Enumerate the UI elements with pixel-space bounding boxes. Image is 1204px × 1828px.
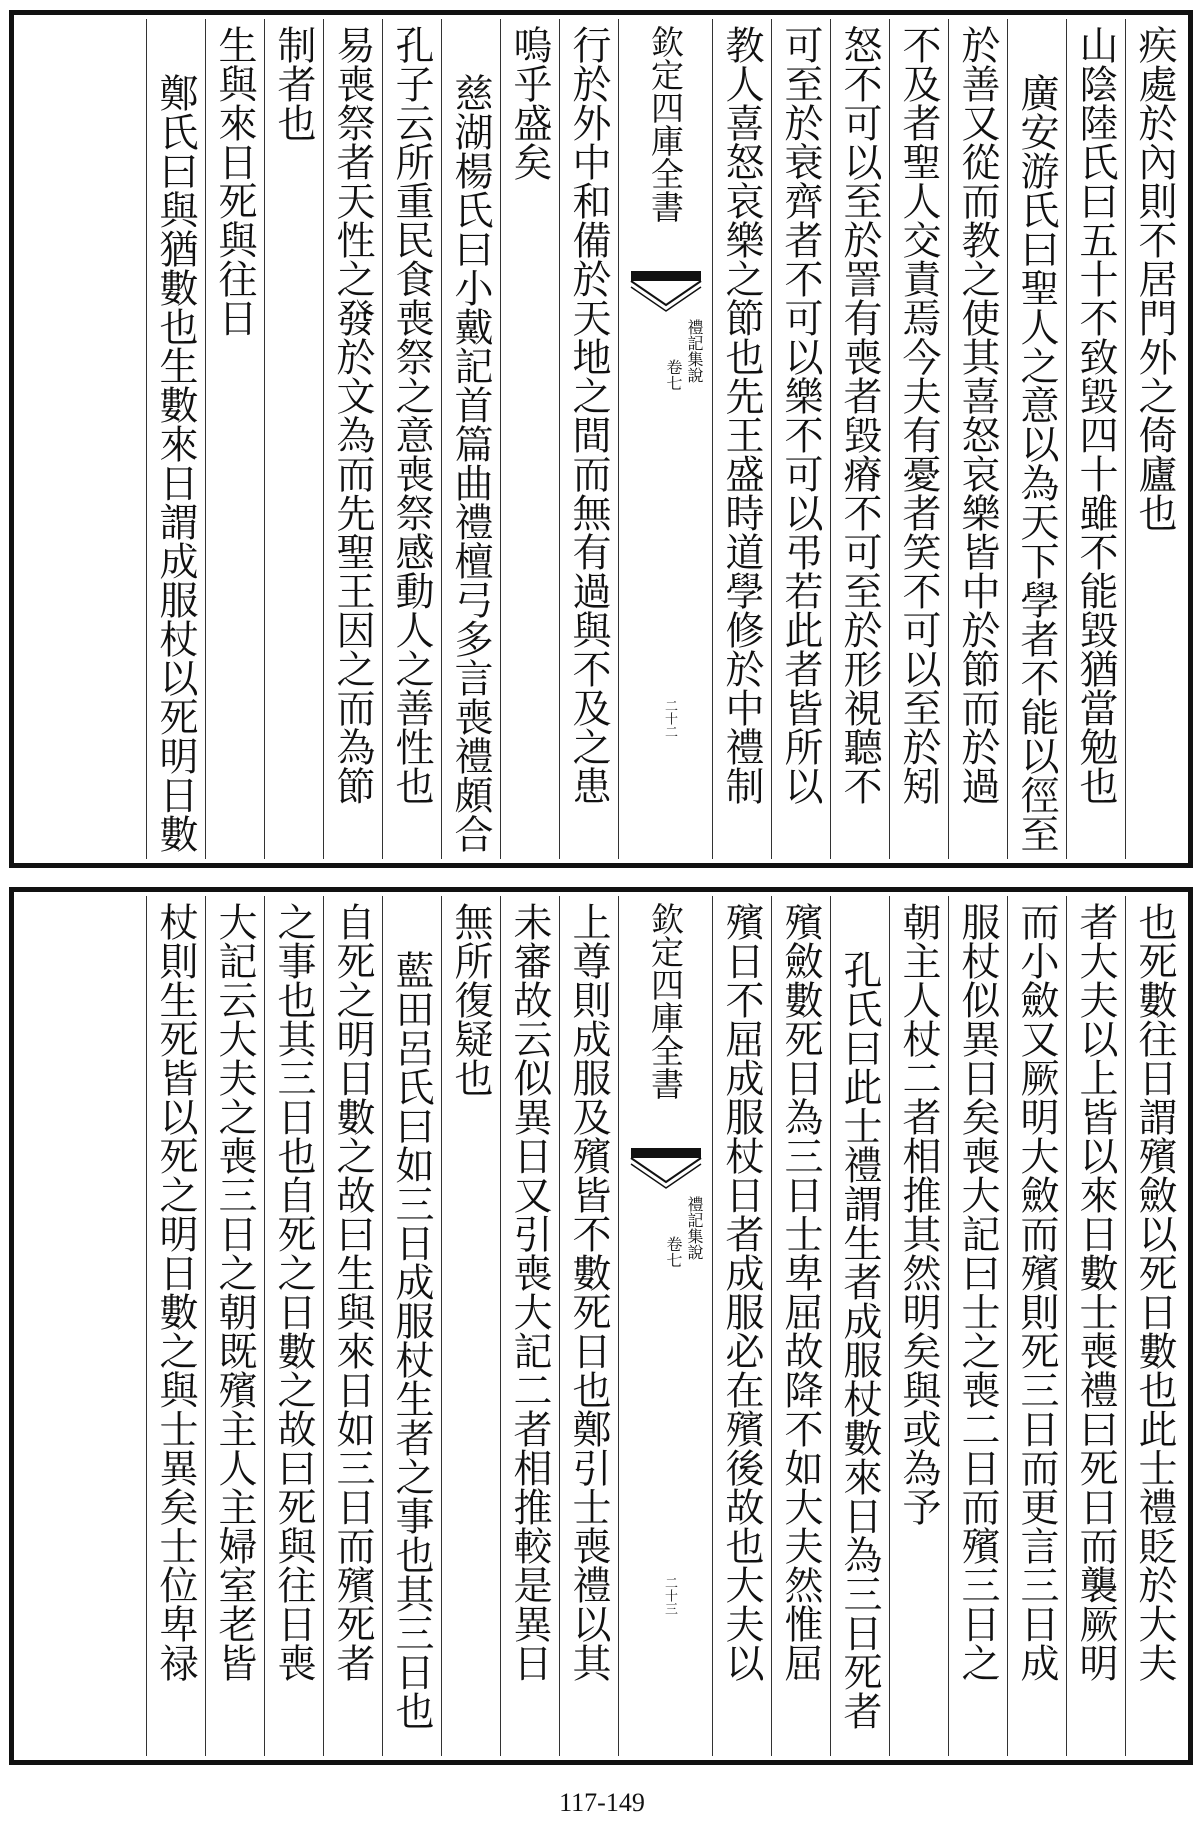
text-column: 教人喜怒哀樂之節也先王盛時道學修於中禮制	[712, 19, 771, 859]
text-column: 朝主人杖二者相推其然明矣與或為予	[889, 896, 948, 1756]
book-title: 禮記集說	[685, 319, 704, 383]
text-column: 上尊則成服及殯皆不數死日也鄭引士喪禮以其	[559, 896, 618, 1756]
bottom-page-frame	[9, 887, 1193, 1765]
fishtail-mark-icon	[629, 1146, 703, 1190]
text-column: 也死數往日謂殯斂以死日數也此士禮貶於大夫	[1125, 896, 1184, 1756]
bottom-text-columns	[18, 896, 1184, 1756]
centre-fold-header	[618, 19, 712, 859]
text-column: 山陰陸氏曰五十不致毀四十雖不能毀猶當勉也	[1066, 19, 1125, 859]
book-title: 禮記集說	[685, 1196, 704, 1260]
text-column: 嗚乎盛矣	[500, 19, 559, 859]
text-column: 孔子云所重民食喪祭之意喪祭感動人之善性也	[382, 19, 441, 859]
fishtail-mark-icon	[629, 269, 703, 313]
volume-label: 卷七	[664, 1236, 683, 1268]
text-column: 鄭氏曰與猶數也生數來日謂成服杖以死明日數	[146, 19, 205, 859]
text-column: 而小斂又厥明大斂而殯則死三日而更言三日成	[1007, 896, 1066, 1756]
text-column: 孔氏曰此士禮謂生者成服杖數來日為三日死者	[830, 896, 889, 1756]
text-column: 殯日不屈成服杖日者成服必在殯後故也大夫以	[712, 896, 771, 1756]
top-text-columns	[18, 19, 1184, 859]
text-column: 無所復疑也	[441, 896, 500, 1756]
text-column: 慈湖楊氏曰小戴記首篇曲禮檀弓多言喪禮頗合	[441, 19, 500, 859]
text-column: 不及者聖人交責焉今夫有憂者笑不可以至於矧	[889, 19, 948, 859]
text-column: 自死之明日數之故曰生與來日如三日而殯死者	[323, 896, 382, 1756]
collection-title: 欽定四庫全書	[646, 25, 685, 223]
text-column: 怒不可以至於詈有喪者毀瘠不可至於形視聽不	[830, 19, 889, 859]
collection-title: 欽定四庫全書	[646, 902, 685, 1100]
text-column: 大記云大夫之喪三日之朝既殯主人主婦室老皆	[205, 896, 264, 1756]
centre-fold-header	[618, 896, 712, 1756]
text-column: 行於外中和備於天地之間而無有過與不及之患	[559, 19, 618, 859]
text-column: 未審故云似異日又引喪大記二者相推較是異日	[500, 896, 559, 1756]
text-column: 於善又從而教之使其喜怒哀樂皆中於節而於過	[948, 19, 1007, 859]
text-column: 易喪祭者天性之發於文為而先聖王因之而為節	[323, 19, 382, 859]
text-column: 杖則生死皆以死之明日數之與士異矣士位卑禄	[146, 896, 205, 1756]
text-column: 廣安游氏曰聖人之意以為天下學者不能以徑至	[1007, 19, 1066, 859]
page-number: 117-149	[559, 1788, 645, 1817]
text-column: 殯斂數死日為三日士卑屈故降不如大夫然惟屈	[771, 896, 830, 1756]
text-column: 制者也	[264, 19, 323, 859]
volume-label: 卷七	[664, 359, 683, 391]
text-column: 疾處於內則不居門外之倚廬也	[1125, 19, 1184, 859]
folio-number: 二十二	[662, 699, 677, 738]
folio-number: 二十三	[662, 1576, 677, 1615]
text-column: 服杖似異日矣喪大記曰士之喪二日而殯三日之	[948, 896, 1007, 1756]
text-column: 可至於衰齊者不可以樂不可以弔若此者皆所以	[771, 19, 830, 859]
top-page-frame	[9, 10, 1193, 868]
text-column: 者大夫以上皆以來日數士喪禮曰死日而襲厥明	[1066, 896, 1125, 1756]
text-column: 生與來日死與往日	[205, 19, 264, 859]
text-column: 藍田呂氏曰如三日成服杖生者之事也其三日也	[382, 896, 441, 1756]
text-column: 之事也其三日也自死之日數之故曰死與往日喪	[264, 896, 323, 1756]
